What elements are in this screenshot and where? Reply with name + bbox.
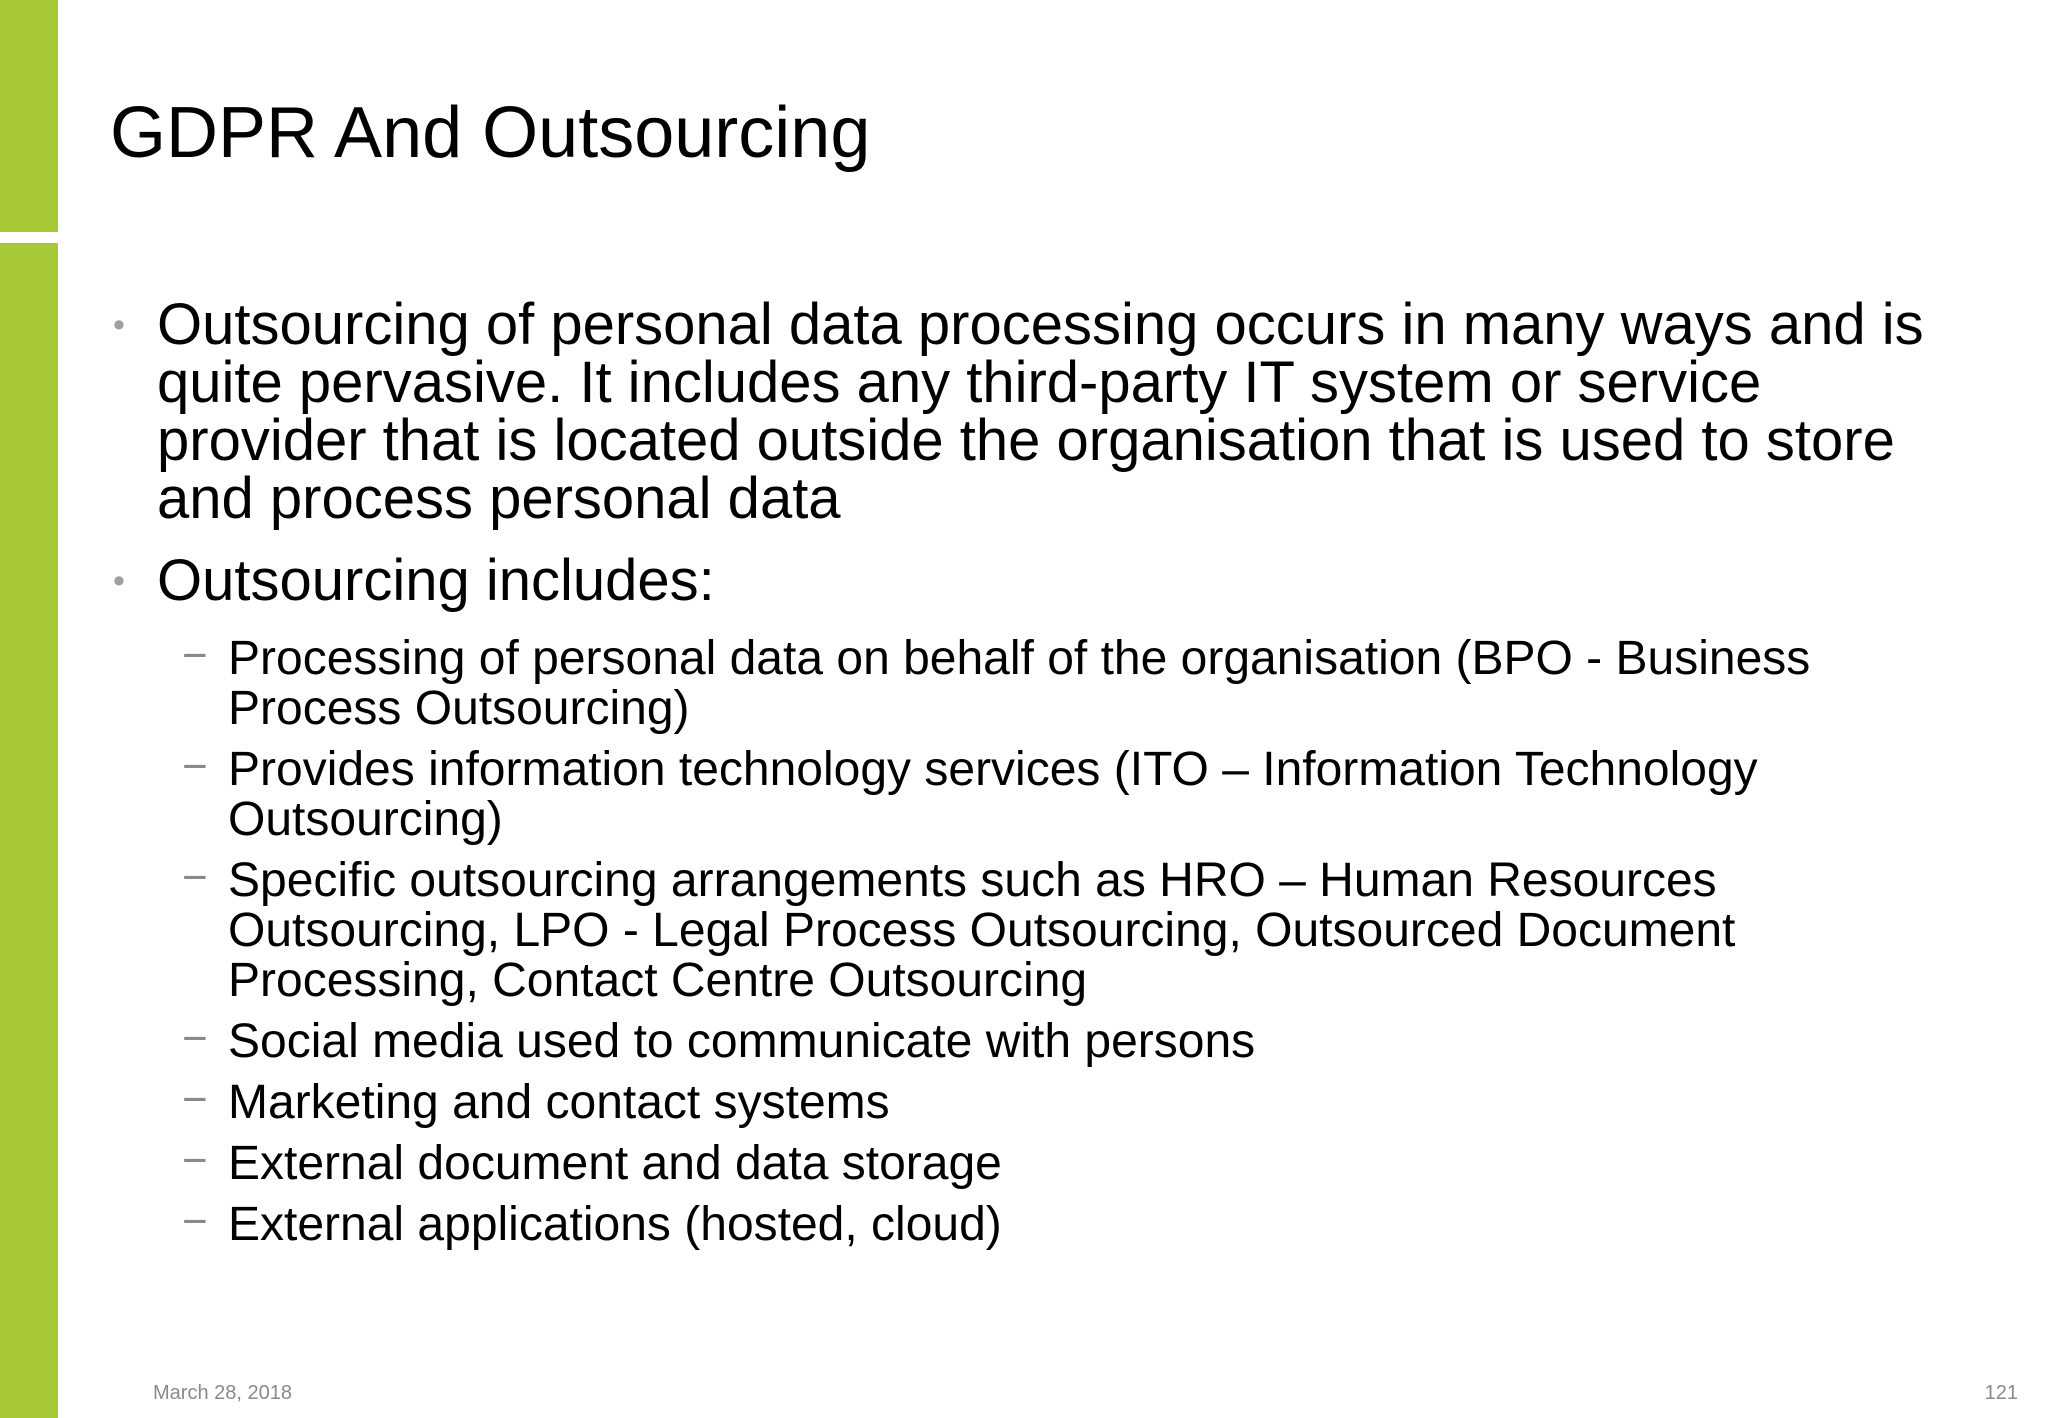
dash-icon: −: [182, 1075, 208, 1124]
sub-bullet-item: [110, 631, 1970, 735]
sub-bullet-text: External document and data storage: [228, 1137, 1002, 1190]
dash-icon: −: [182, 1014, 208, 1063]
bullet-text: Outsourcing of personal data processing occurs in many ways and is quite pervasive. It includes any third-party IT system or service provider that is located outside the organisation that is used to store and process personal data: [157, 292, 1924, 531]
dash-icon: −: [182, 631, 208, 680]
slide-title: GDPR And Outsourcing: [110, 93, 871, 173]
sub-bullet-item: [110, 1014, 1970, 1068]
sub-bullet-list: [110, 631, 1970, 1251]
accent-bar-bottom: [0, 243, 58, 1418]
sub-bullet-text: Social media used to communicate with persons: [228, 1015, 1256, 1068]
sub-bullet-text: External applications (hosted, cloud): [228, 1198, 1002, 1251]
accent-bar-top: [0, 0, 58, 232]
bullet-dot-icon: •: [113, 562, 125, 600]
dash-icon: −: [182, 742, 208, 791]
dash-icon: −: [182, 1197, 208, 1246]
page-number: 121: [1984, 1382, 2018, 1404]
sub-bullet-text: Specific outsourcing arrangements such as HRO – Human Resources Outsourcing, LPO - Legal Process Outsourcing, Outsourced Document Processing, Contact Centre Outsourcing: [228, 854, 1736, 1007]
footer-date: March 28, 2018: [153, 1382, 292, 1404]
sub-bullet-text: Marketing and contact systems: [228, 1076, 890, 1129]
sub-bullet-text: Processing of personal data on behalf of the organisation (BPO - Business Process Outsourcing): [228, 632, 1811, 735]
sub-bullet-item: [110, 1075, 1970, 1129]
sub-bullet-item: [110, 742, 1970, 846]
bullet-item: [110, 292, 1970, 531]
sub-bullet-text: Provides information technology services (ITO – Information Technology Outsourcing): [228, 743, 1758, 846]
sub-bullet-item: [110, 853, 1970, 1007]
bullet-dot-icon: •: [113, 306, 125, 344]
sub-bullet-item: [110, 1136, 1970, 1190]
bullet-text: Outsourcing includes:: [157, 548, 715, 613]
bullet-item: [110, 548, 1970, 613]
sub-bullet-item: [110, 1197, 1970, 1251]
slide-content: [110, 292, 1970, 1261]
dash-icon: −: [182, 853, 208, 902]
dash-icon: −: [182, 1136, 208, 1185]
